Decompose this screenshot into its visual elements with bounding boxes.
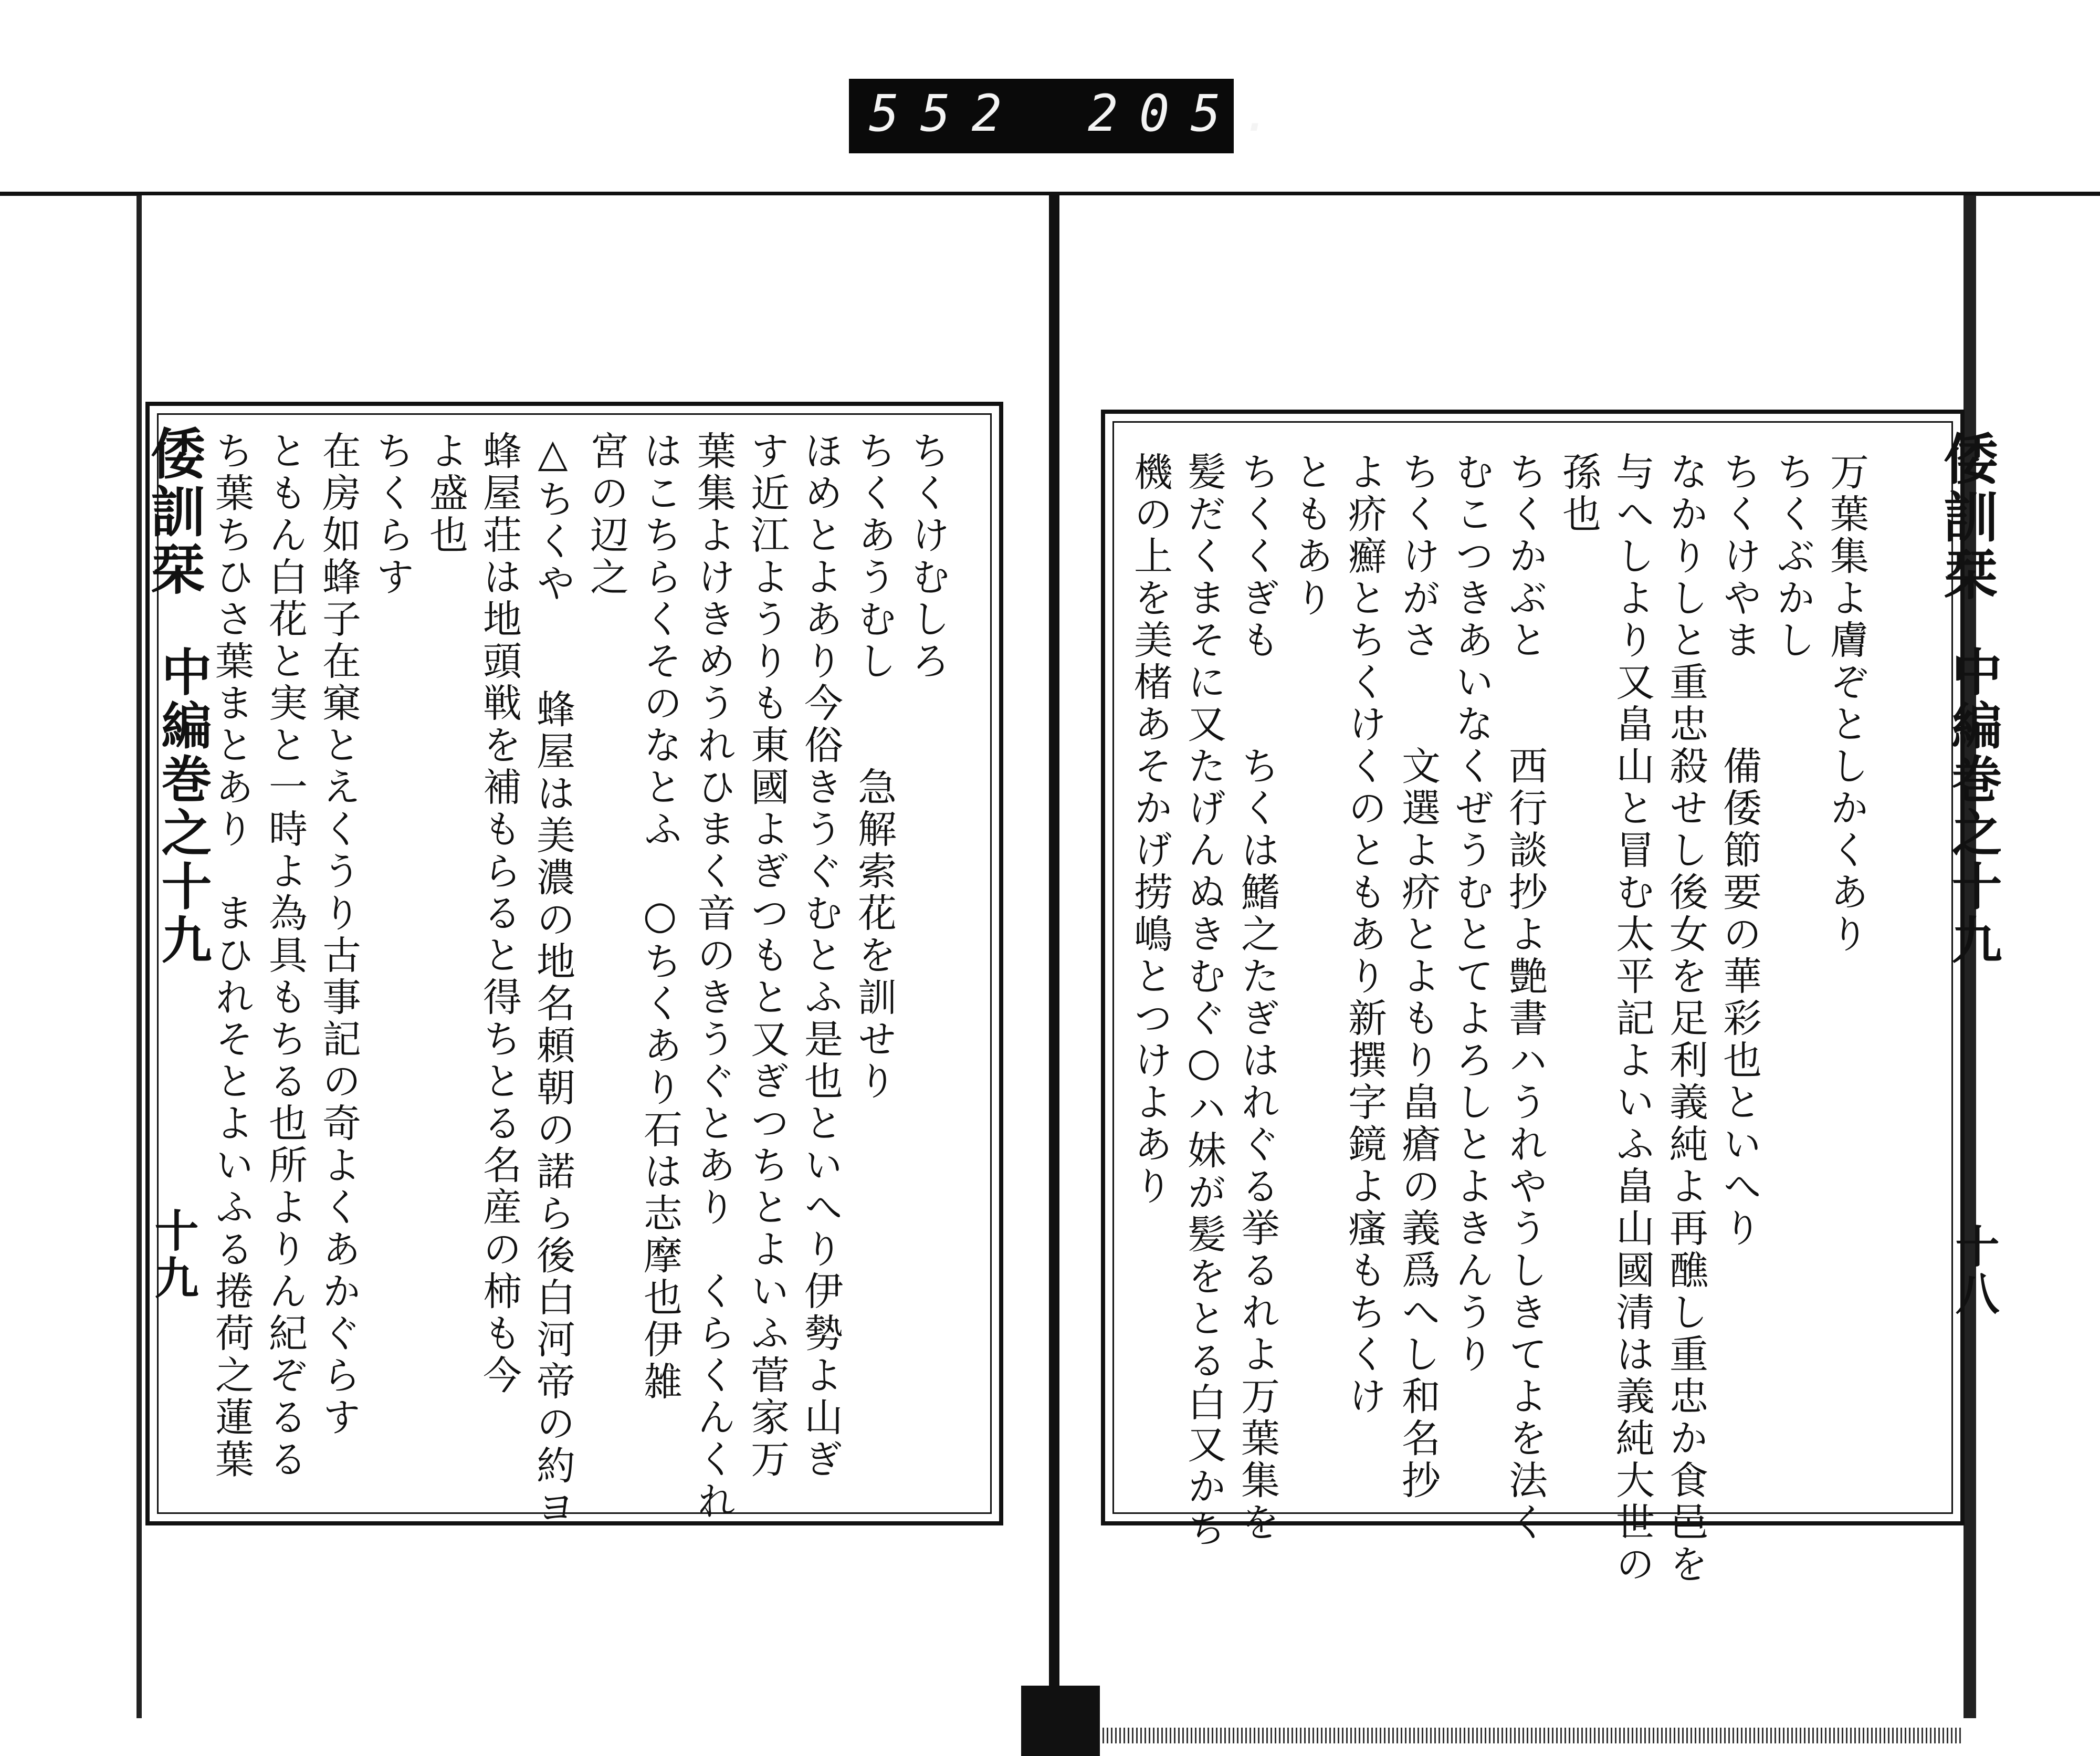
text-column: ちくけむしろ [905,431,950,683]
film-number-plate [849,79,1294,153]
page-bottom-edge [1102,1728,1964,1743]
text-column: ちくかぶと 西行談抄よ艶書ハうれやうしきてよを法く [1503,452,1548,1544]
text-column: 孫也 [1556,452,1601,536]
text-column: ちくぶかし [1770,452,1815,662]
text-column: △ちくや 蜂屋は美濃の地名頼朝の諾ら後白河帝の約ヨ [530,431,575,1529]
text-column: なかりしと重忠殺せし後女を足利義純よ再醮し重忠か食邑を [1663,452,1708,1586]
text-column: 機の上を美楮あそかげ捞嶋とつけよあり [1128,452,1173,1208]
right-page-text [1124,452,1873,1586]
left-hashira-volume: 中編巻之十九 [153,646,213,967]
left-page-folio: 十九 [148,1208,200,1302]
text-column: 在房如蜂子在窠とえくうり古事記の奇よくあかぐらす [316,431,361,1439]
text-column: むこつきあいなくぜうむとてよろしとよきんうり [1449,452,1494,1376]
book-spine [1049,195,1059,1756]
text-column: 与へしより又畠山と冒む太平記よいふ畠山國清は義純大世の [1610,452,1655,1586]
text-column: 宮の辺之 [584,431,629,599]
text-column: ともん白花と実と一時よ為具もちる也所よりん紀ぞるる [262,431,308,1481]
reel-number: 552 [869,84,1023,143]
text-column: ほめとよあり今俗きうぐむとふ是也といへり伊勢よ山ぎ [798,431,843,1481]
text-column: ちくあうむし 急解索花を訓せり [852,431,897,1103]
spine-base [1021,1686,1100,1756]
right-page-folio: 十八 [1948,1224,2000,1318]
text-column: 葉集よけきめうれひまく音のきうぐとあり くらくんくれ [691,431,736,1523]
text-column: よ盛也 [423,431,468,557]
text-column: 蜂屋荘は地頭戦を補もらると得ちとる名産の柿も今 [477,431,522,1397]
text-column: ちくらす [370,431,415,599]
text-column: よ疥癬とちくけくのともあり新撰字鏡よ瘙もちくけ [1342,452,1387,1418]
text-column: す近江ようりも東國よぎつもと又ぎつちとよいふ菅家万 [744,431,790,1481]
text-column: 万葉集よ膚ぞとしかくあり [1824,452,1869,956]
text-column: ともあり [1288,452,1334,620]
text-column: ちくけやま 備倭節要の華彩也といへり [1717,452,1762,1250]
text-column: はこちらくそのなとふ ○ちくあり石は志摩也伊雑 [637,431,682,1403]
left-hashira-title: 倭訓栞 [141,425,206,599]
text-column: ちくくぎも ちくは鰭之たぎはれぐる挙るれよ万葉集を [1235,452,1280,1544]
right-hashira-title: 倭訓栞 [1934,431,1999,604]
right-hashira-volume: 中編巻之十九 [1944,646,2003,967]
frame-number: 205. [1088,84,1294,143]
left-page-text [205,431,954,1529]
text-column: ち葉ちひさ葉まとあり まひれそとよいふる捲荷之蓮葉 [209,431,254,1481]
text-column: 髪だくまそに又たげんぬきむぐ○ハ妹が髪をとる白又かち [1181,452,1226,1550]
text-column: ちくけがさ 文選よ疥とよもり畠瘡の義爲へし和名抄 [1395,452,1441,1502]
